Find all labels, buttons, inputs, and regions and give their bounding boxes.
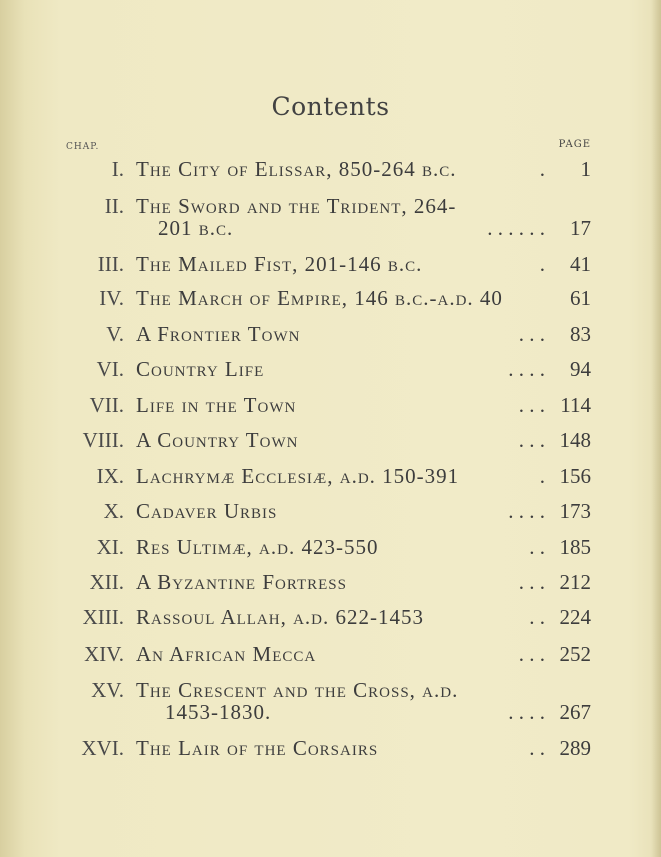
dot-leader: . . . . . . [487, 216, 545, 240]
page-number: 252 [559, 642, 591, 666]
chapter-numeral: XIII. [82, 605, 124, 629]
page-number: 156 [559, 464, 591, 488]
chapter-title: Lachrymæ Ecclesiæ, a.d. 150-391 [136, 464, 460, 488]
chapter-numeral: II. [104, 194, 124, 218]
chapter-title: The Mailed Fist, 201-146 b.c. [136, 252, 423, 276]
dot-leader: . . [529, 535, 545, 559]
dot-leader: . [539, 157, 545, 181]
chapter-numeral: IV. [99, 286, 124, 310]
page-number: 224 [559, 605, 591, 629]
page-number: 212 [559, 570, 591, 594]
chapter-title: A Country Town [136, 428, 299, 452]
dot-leader: . [539, 464, 545, 488]
chapter-title: The Lair of the Corsairs [136, 736, 379, 760]
dot-leader: . . [529, 605, 545, 629]
page-column-label: PAGE [558, 139, 591, 150]
chapter-numeral: VII. [89, 393, 124, 417]
chapter-title: A Frontier Town [136, 322, 301, 346]
page-title: Contents [271, 92, 390, 121]
chapter-title: An African Mecca [136, 642, 317, 666]
chapter-numeral: I. [111, 157, 124, 181]
dot-leader: . . . [518, 322, 545, 346]
chapter-title: Life in the Town [136, 393, 297, 417]
chapter-column-label: CHAP. [66, 142, 100, 152]
chapter-numeral: X. [103, 499, 124, 523]
page-number: 94 [570, 357, 591, 381]
dot-leader: . . [529, 736, 545, 760]
chapter-numeral: XVI. [81, 736, 124, 760]
chapter-title: The March of Empire, 146 b.c.-a.d. 40 [136, 286, 503, 310]
chapter-numeral: XII. [89, 570, 124, 594]
dot-leader: . . . . [508, 499, 545, 523]
chapter-numeral: XIV. [84, 642, 124, 666]
page-number: 41 [570, 252, 591, 276]
chapter-title-continuation: 1453-1830. [165, 700, 272, 724]
chapter-numeral: XI. [96, 535, 124, 559]
chapter-numeral: III. [97, 252, 124, 276]
page-number: 17 [570, 216, 591, 240]
page-number: 1 [580, 157, 591, 181]
page-number: 148 [559, 428, 591, 452]
chapter-title: Country Life [136, 357, 265, 381]
dot-leader: . [539, 252, 545, 276]
chapter-numeral: XV. [91, 678, 124, 702]
page-number: 114 [560, 393, 591, 417]
chapter-numeral: VI. [96, 357, 124, 381]
dot-leader: . . . [518, 570, 545, 594]
page-number: 185 [559, 535, 591, 559]
page-number: 267 [559, 700, 591, 724]
page-number: 61 [570, 286, 591, 310]
chapter-numeral: IX. [96, 464, 124, 488]
dot-leader: . . . [518, 393, 545, 417]
dot-leader: . . . . [508, 700, 545, 724]
chapter-title: The Crescent and the Cross, a.d. [136, 678, 459, 702]
chapter-numeral: V. [106, 322, 124, 346]
dot-leader: . . . [518, 428, 545, 452]
chapter-numeral: VIII. [82, 428, 124, 452]
chapter-title: Res Ultimæ, a.d. 423-550 [136, 535, 379, 559]
chapter-title: A Byzantine Fortress [136, 570, 347, 594]
chapter-title: Cadaver Urbis [136, 499, 278, 523]
dot-leader: . . . [518, 642, 545, 666]
dot-leader: . . . . [508, 357, 545, 381]
page-number: 173 [559, 499, 591, 523]
chapter-title: The City of Elissar, 850-264 b.c. [136, 157, 457, 181]
page-number: 289 [559, 736, 591, 760]
chapter-title-continuation: 201 b.c. [158, 216, 234, 240]
chapter-title: Rassoul Allah, a.d. 622-1453 [136, 605, 425, 629]
page-number: 83 [570, 322, 591, 346]
chapter-title: The Sword and the Trident, 264- [136, 194, 457, 218]
